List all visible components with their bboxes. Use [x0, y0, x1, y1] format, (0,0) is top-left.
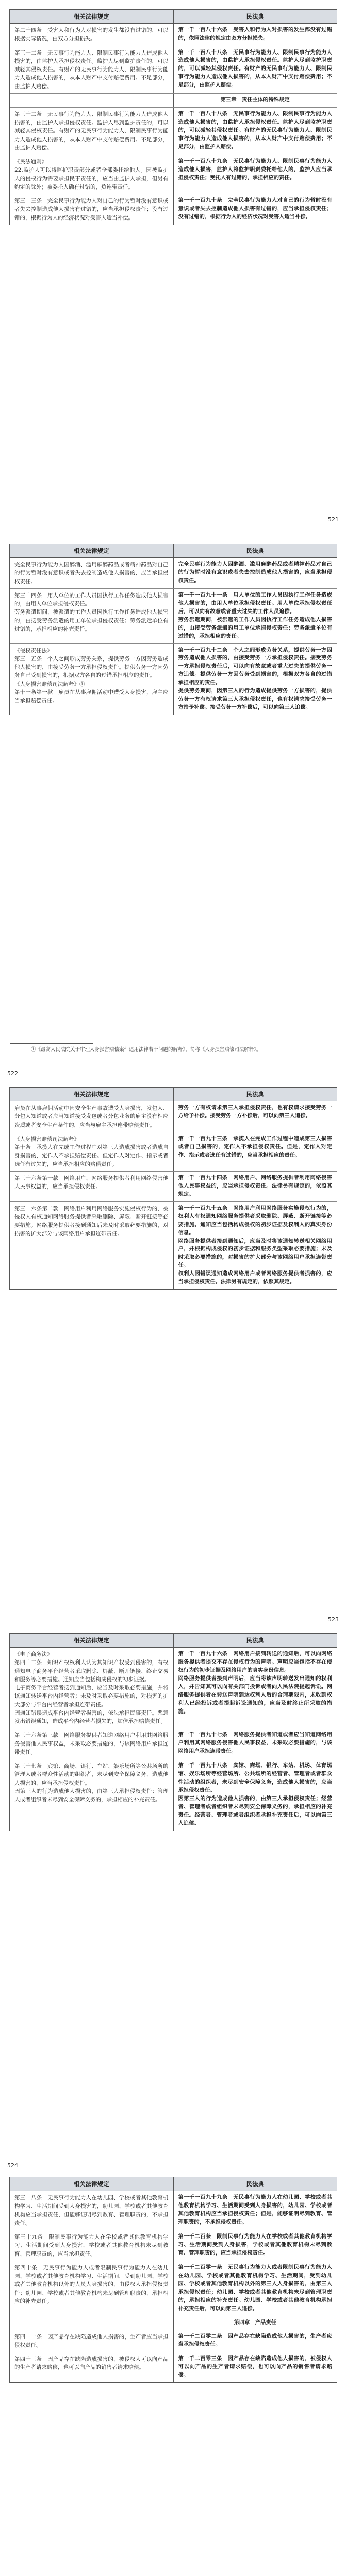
civil-code-cell: 第一千一百九十四条 网络用户、网络服务提供者利用网络侵害他人民事权益的，应当承担侵权责任。法律另有规定的，依照其规定。: [178, 1174, 332, 1197]
table-header: [10, 1088, 337, 1101]
related-law-cell: 第二十四条 受害人和行为人对损害的发生都没有过错的，可以根据实际情况，由双方分担损失。: [10, 24, 174, 46]
table-header: [10, 10, 337, 24]
civil-code-cell: 劳务一方有权请求第三人承担侵权责任，也有权请求接受劳务一方给予补偿。接受劳务一方补偿后，可以向第三人追偿。: [178, 1105, 332, 1119]
table-row: [10, 1172, 337, 1202]
civil-code-cell: 第一千一百九十九条 无民事行为能力人在幼儿园、学校或者其他教育机构学习、生活期间受到人身损害的，幼儿园、学校或者其他教育机构应当承担侵权责任；但是，能够证明尽到教育、管理职责的，不承担侵权责任。: [178, 2194, 332, 2225]
related-law-cell: [10, 94, 174, 107]
comparison-table: [9, 1087, 337, 1290]
table-row: [10, 2261, 337, 2316]
civil-code-cell: 第一千二百零二条 因产品存在缺陷造成他人损害的，生产者应当承担侵权责任。: [178, 2333, 332, 2348]
civil-code-cell: 第一千一百九十六条 网络用户接到转送的通知后，可以向网络服务提供者提交不存在侵权行为的声明。声明应当包括不存在侵权行为的初步证据及网络用户的真实身份信息。 网络服务提供者接到声明后，应当将该声明转送发出通知的权利人，并告知其可以向有关部门投诉或者向人民法院提起诉讼。网络服务提供者在转送声明到达权利人后的合理期限内，未收到权利人已经投诉或者提起诉讼通知的，应当及时终止所采取的措施。: [178, 1651, 332, 1715]
related-law-cell: 完全民事行为能力人因醉酒、滥用麻醉药品或者精神药品对自己的行为暂时没有意识或者失去控制造成他人损害的，应当承担侵权责任。: [10, 558, 174, 588]
footnote-divider: [10, 1043, 93, 1044]
civil-code-cell: 第一千一百九十五条 网络用户利用网络服务实施侵权行为的，权利人有权通知网络服务提供者采取删除、屏蔽、断开链接等必要措施。通知应当包括构成侵权的初步证据及权利人的真实身份信息。 网络服务提供者接到通知后，应当及时将该通知转送相关网络用户，并根据构成侵权的初步证据和服务类型采取必要措施；未及时采取必要措施的，对损害的扩大部分与该网络用户承担连带责任。 权利人因错误通知造成网络用户或者网络服务提供者损害的，应当承担侵权责任。法律另有规定的，依照其规定。: [178, 1205, 332, 1285]
civil-code-cell: 第一千二百零一条 无民事行为能力人或者限制民事行为能力人在幼儿园、学校或者其他教育机构学习、生活期间，受到幼儿园、学校或者其他教育机构以外的第三人人身损害的，由第三人承担侵权责任；幼儿园、学校或者其他教育机构未尽到管理职责的，承担相应的补充责任。幼儿园、学校或者其他教育机构承担补充责任后，可以向第三人追偿。: [178, 2264, 332, 2312]
civil-code-cell: 第一千一百九十条 完全民事行为能力人对自己的行为暂时没有意识或者失去控制造成他人损害有过错的，应当承担侵权责任；没有过错的，根据行为人的经济状况对受害人适当补偿。: [178, 197, 332, 221]
header-related-laws: 相关法律规定: [10, 10, 174, 23]
header-civil-code: 民法典: [246, 2180, 264, 2188]
related-law-cell: 第三十六条第二款 网络用户利用网络服务实施侵权行为的，被侵权人有权通知网络服务提供者采取删除、屏蔽、断开链接等必要措施。网络服务提供者接到通知后未及时采取必要措施的，对损害的扩大部分与该网络用户承担连带责任。: [10, 1202, 174, 1290]
related-law-cell: 第三十二条 无民事行为能力人、限制民事行为能力人造成他人损害的，由监护人承担侵权责任。监护人尽到监护责任的，可以减轻其侵权责任。有财产的无民事行为能力人、限制民事行为能力人造成他人损害的，从本人财产中支付赔偿费用。不足部分，由监护人赔偿。: [10, 108, 174, 155]
header-related-laws: 相关法律规定: [10, 2177, 174, 2191]
table-row: [10, 644, 337, 715]
related-law-cell: 第三十八条 无民事行为能力人在幼儿园、学校或者其他教育机构学习、生活期间受到人身损害的，幼儿园、学校或者其他教育机构应当承担责任，但能够证明尽到教育、管理职责的，不承担责任。: [10, 2191, 174, 2230]
table-row: [10, 2352, 337, 2382]
related-law-cell: [10, 2316, 174, 2330]
table-row: [10, 1728, 337, 1759]
table-row: [10, 589, 337, 644]
related-law-cell: 第三十七条 宾馆、商场、银行、车站、娱乐场所等公共场所的管理人或者群众性活动的组织者，未尽到安全保障义务，造成他人损害的，应当承担侵权责任。 因第三人的行为造成他人损害的，由第三人承担侵权责任；管理人或者组织者未尽到安全保障义务的，承担相应的补充责任。: [10, 1759, 174, 1831]
civil-code-cell: 第一千一百八十八条 无民事行为能力人、限制民事行为能力人造成他人损害的，由监护人承担侵权责任。监护人尽到监护职责的，可以减轻其侵权责任。有财产的无民事行为能力人、限制民事行为能力人造成他人损害的，从本人财产中支付赔偿费用；不足部分，由监护人赔偿。: [178, 110, 332, 150]
related-law-cell: 《侵权责任法》 第三十五条 个人之间形成劳务关系，提供劳务一方因劳务造成他人损害的，由接受劳务一方承担侵权责任。提供劳务一方因劳务自己受到损害的，根据双方各自的过错承担相应的责任。 《人身损害赔偿司法解释》① 第十一条第一款 雇员在从事雇佣活动中遭受人身损害，雇主应当承担赔偿责任。: [10, 644, 174, 715]
related-law-cell: 《民法通则》 22.监护人可以将监护职责部分或者全部委托给他人。因被监护人的侵权行为需要承担民事责任的，应当由监护人承担，但另有约定的除外；被委托人确有过错的，负连带责任。: [10, 155, 174, 194]
civil-code-cell: 第一千一百九十七条 网络服务提供者知道或者应当知道网络用户利用其网络服务侵害他人民事权益，未采取必要措施的，与该网络用户承担连带责任。: [178, 1732, 332, 1755]
civil-code-cell: 第一千一百九十二条 个人之间形成劳务关系，提供劳务一方因劳务造成他人损害的，由接受劳务一方承担侵权责任。接受劳务一方承担侵权责任后，可以向有故意或者重大过失的提供劳务一方追偿。提供劳务一方因劳务受到损害的，根据双方各自的过错承担相应的责任。 提供劳务期间，因第三人的行为造成提供劳务一方损害的，提供劳务一方有权请求第三人承担侵权责任，也有权请求接受劳务一方给予补偿。接受劳务一方补偿后，可以向第三人追偿。: [178, 647, 332, 711]
civil-code-cell: 第一千一百九十三条 承揽人在完成工作过程中造成第三人损害或者自己损害的，定作人不承担侵权责任。但是，定作人对定作、指示或者选任有过错的，应当承担相应的责任。: [178, 1135, 332, 1158]
table-row: [10, 194, 337, 225]
page-number: 523: [328, 1616, 339, 1623]
related-law-cell: 雇员在从事雇佣活动中因安全生产事故遭受人身损害，发包人、分包人知道或者应当知道接受发包或者分包业务的雇主没有相应资质或者安全生产条件的，应当与雇主承担连带赔偿责任。: [10, 1101, 174, 1132]
civil-code-cell: 第一千一百八十八条 无民事行为能力人、限制民事行为能力人造成他人损害的，由监护人承担侵权责任。监护人尽到监护职责的，可以减轻其侵权责任。有财产的无民事行为能力人、限制民事行为能力人造成他人损害的，从本人财产中支付赔偿费用；不足部分，由监护人赔偿。: [178, 49, 332, 89]
footnote: ①《最高人民法院关于审理人身损害赔偿案件适用法律若干问题的解释》，简称《人身损害赔偿司法解释》。: [31, 1047, 261, 1053]
page-number: 524: [7, 2162, 18, 2169]
comparison-table: [9, 1633, 337, 1831]
civil-code-cell: 第四章 产品责任: [234, 2319, 276, 2326]
table-row: [10, 2330, 337, 2353]
table-header: [10, 2177, 337, 2191]
header-civil-code: 民法典: [246, 1637, 264, 1644]
table-row: [10, 1132, 337, 1172]
table-row: [10, 2230, 337, 2261]
table-row: [10, 1202, 337, 1290]
related-law-cell: 第三十九条 限制民事行为能力人在学校或者其他教育机构学习、生活期间受到人身损害，学校或者其他教育机构未尽到教育、管理职责的，应当承担责任。: [10, 2230, 174, 2261]
related-law-cell: 第四十一条 因产品存在缺陷造成他人损害的，生产者应当承担侵权责任。: [10, 2330, 174, 2352]
related-law-cell: 第三十二条 无民事行为能力人、限制民事行为能力人造成他人损害的，由监护人承担侵权责任。监护人尽到监护责任的，可以减轻其侵权责任。有财产的无民事行为能力人、限制民事行为能力人造成他人损害的，从本人财产中支付赔偿费用。不足部分，由监护人赔偿。: [10, 46, 174, 93]
table-row: [10, 1759, 337, 1831]
comparison-table: [9, 2177, 337, 2383]
table-row: [10, 2191, 337, 2230]
header-civil-code: 民法典: [246, 547, 264, 554]
related-law-cell: 第三十三条 完全民事行为能力人对自己的行为暂时没有意识或者失去控制造成他人损害有过错的，应当承担侵权责任；没有过错的，根据行为人的经济状况对受害人适当补偿。: [10, 194, 174, 225]
table-row: [10, 1101, 337, 1132]
related-law-cell: 第四十三条 因产品存在缺陷造成损害的，被侵权人可以向产品的生产者请求赔偿，也可以向产品的销售者请求赔偿。: [10, 2352, 174, 2382]
civil-code-cell: 第一千一百九十八条 宾馆、商场、银行、车站、机场、体育场馆、娱乐场所等经营场所、公共场所的经营者、管理者或者群众性活动的组织者，未尽到安全保障义务，造成他人损害的，应当承担侵权责任。 因第三人的行为造成他人损害的，由第三人承担侵权责任；经营者、管理者或者组织者未尽到安全保障义务的，承担相应的补充责任。经营者、管理者或者组织者承担补充责任后，可以向第三人追偿。: [178, 1762, 332, 1826]
table-row: [10, 155, 337, 194]
table-row: [10, 46, 337, 94]
civil-code-cell: 第三章 责任主体的特殊规定: [220, 96, 290, 103]
table-row: [10, 558, 337, 589]
related-law-cell: 第四十条 无民事行为能力人或者限制民事行为能力人在幼儿园、学校或者其他教育机构学习、生活期间，受到幼儿园、学校或者其他教育机构以外的人员人身损害的，由侵权人承担侵权责任；幼儿园、学校或者其他教育机构未尽到管理职责的，承担相应的补充责任。: [10, 2261, 174, 2316]
header-related-laws: 相关法律规定: [10, 544, 174, 557]
civil-code-cell: 完全民事行为能力人因醉酒、滥用麻醉药品或者精神药品对自己的行为暂时没有意识或者失去控制造成他人损害的，应当承担侵权责任。: [178, 561, 332, 584]
civil-code-cell: 第一千二百零三条 因产品存在缺陷造成他人损害的，被侵权人可以向产品的生产者请求赔偿，也可以向产品的销售者请求赔偿。: [178, 2355, 332, 2378]
civil-code-cell: 第一千一百八十六条 受害人和行为人对损害的发生都没有过错的，依照法律的规定由双方分担损失。: [178, 27, 332, 41]
table-header: [10, 544, 337, 558]
table-row: [10, 1648, 337, 1728]
header-civil-code: 民法典: [246, 13, 264, 20]
table-header: [10, 1634, 337, 1648]
civil-code-cell: 第一千一百九十一条 用人单位的工作人员因执行工作任务造成他人损害的，由用人单位承担侵权责任。用人单位承担侵权责任后，可以向有故意或者重大过失的工作人员追偿。 劳务派遣期间，被派遣的工作人员因执行工作任务造成他人损害的，由接受劳务派遣的用工单位承担侵权责任；劳务派遣单位有过错的，承担相应的责任。: [178, 591, 332, 639]
page-number: 522: [7, 1070, 18, 1077]
civil-code-cell: 第一千一百八十九条 无民事行为能力人、限制民事行为能力人造成他人损害，监护人将监护职责委托给他人的，监护人应当承担侵权责任；受托人有过错的，承担相应的责任。: [178, 158, 332, 181]
header-related-laws: 相关法律规定: [10, 1634, 174, 1647]
header-civil-code: 民法典: [246, 1091, 264, 1098]
table-row: [10, 108, 337, 155]
related-law-cell: 《电子商务法》 第四十二条 知识产权权利人认为其知识产权受到侵害的，有权通知电子商务平台经营者采取删除、屏蔽、断开链接、终止交易和服务等必要措施。通知应当包括构成侵权的初步证据。 电子商务平台经营者接到通知后，应当及时采取必要措施，并将该通知转送平台内经营者；未及时采取必要措施的，对损害的扩大部分与平台内经营者承担连带责任。 因通知错误造成平台内经营者损害的，依法承担民事责任。恶意发出错误通知，造成平台内经营者损失的，加倍承担赔偿责任。: [10, 1648, 174, 1728]
comparison-table: [9, 544, 337, 715]
header-related-laws: 相关法律规定: [10, 1088, 174, 1101]
table-row: [10, 94, 337, 108]
related-law-cell: 第三十六条第三款 网络服务提供者知道网络用户利用其网络服务侵害他人民事权益，未采取必要措施的，与该网络用户承担连带责任。: [10, 1728, 174, 1759]
comparison-table: [9, 9, 337, 225]
related-law-cell: 《人身损害赔偿司法解释》 第十条 承揽人在完成工作过程中对第三人造成损害或者造成自身损害的，定作人不承担赔偿责任。但定作人对定作、指示或者选任有过失的，应当承担相应的赔偿责任。: [10, 1132, 174, 1171]
table-row: [10, 2316, 337, 2330]
civil-code-cell: 第一千二百条 限制民事行为能力人在学校或者其他教育机构学习、生活期间受到人身损害，学校或者其他教育机构未尽到教育、管理职责的，应当承担侵权责任。: [178, 2233, 332, 2256]
page-number: 521: [328, 516, 339, 523]
related-law-cell: 第三十四条 用人单位的工作人员因执行工作任务造成他人损害的，由用人单位承担侵权责任。 劳务派遣期间，被派遣的工作人员因执行工作任务造成他人损害的，由接受劳务派遣的用工单位承担侵权责任；劳务派遣单位有过错的，承担相应的补充责任。: [10, 589, 174, 643]
related-law-cell: 第三十六条第一款 网络用户、网络服务提供者利用网络侵害他人民事权益的，应当承担侵权责任。: [10, 1172, 174, 1201]
table-row: [10, 24, 337, 46]
